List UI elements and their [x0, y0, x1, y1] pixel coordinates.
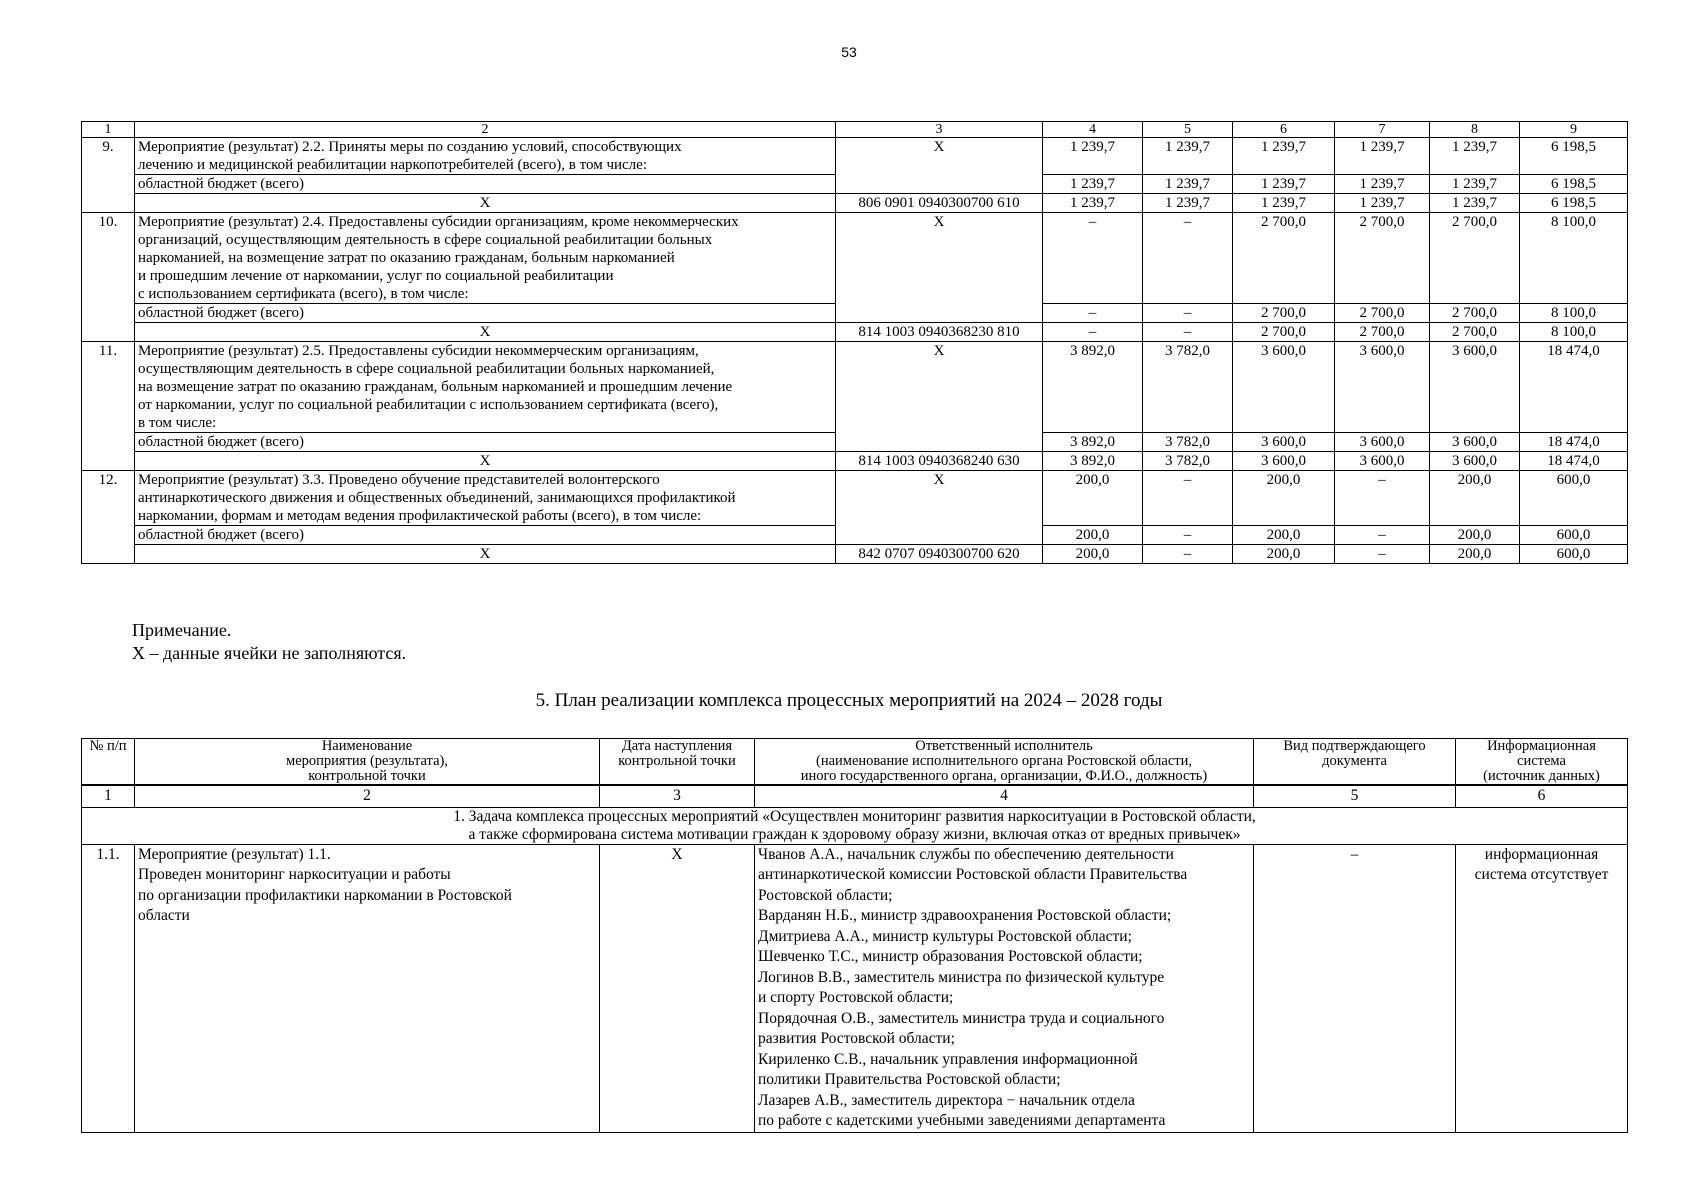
- budget-value: 200,0: [1233, 526, 1335, 545]
- plan-number-cell: 6: [1456, 785, 1628, 807]
- event-value: 8 100,0: [1520, 213, 1628, 304]
- event-line: и прошедшим лечение от наркомании, услуг по социальной реабилитации: [138, 268, 614, 284]
- budget-code-value: 18 474,0: [1520, 452, 1628, 471]
- budget-code-value: 3 600,0: [1430, 452, 1520, 471]
- budget-classification-code: 814 1003 0940368240 630: [836, 452, 1043, 471]
- budget-code-value: 1 239,7: [1043, 194, 1143, 213]
- event-value: 200,0: [1233, 471, 1335, 526]
- budget-code-row: [82, 323, 1628, 342]
- budget-code-value: 6 198,5: [1520, 194, 1628, 213]
- budget-value: 1 239,7: [1143, 175, 1233, 194]
- budget-value: 200,0: [1430, 526, 1520, 545]
- budget-header-row: [82, 122, 1628, 138]
- plan-header-cell: Дата наступления контрольной точки: [600, 739, 755, 786]
- budget-code-value: –: [1143, 545, 1233, 564]
- event-line: Мероприятие (результат) 3.3. Проведено обучение представителей волонтерского: [138, 472, 660, 488]
- event-description: [135, 342, 836, 433]
- event-value: 2 700,0: [1430, 213, 1520, 304]
- budget-code-label: X: [135, 545, 836, 564]
- event-value: 3 600,0: [1430, 342, 1520, 433]
- event-code: X: [836, 471, 1043, 545]
- plan-number-row: [82, 785, 1628, 807]
- budget-value: 1 239,7: [1430, 175, 1520, 194]
- budget-code-row: [82, 194, 1628, 213]
- event-value: 1 239,7: [1335, 138, 1430, 175]
- event-value: –: [1143, 213, 1233, 304]
- budget-code-value: 200,0: [1233, 545, 1335, 564]
- event-value: 200,0: [1043, 471, 1143, 526]
- budget-classification-code: 806 0901 0940300700 610: [836, 194, 1043, 213]
- plan-number-cell: 3: [600, 785, 755, 807]
- budget-header-cell: 5: [1143, 122, 1233, 138]
- plan-number-cell: 5: [1254, 785, 1456, 807]
- event-code: X: [836, 213, 1043, 323]
- note-text: X – данные ячейки не заполняются.: [132, 643, 407, 663]
- event-value: 18 474,0: [1520, 342, 1628, 433]
- row-number: 12.: [82, 471, 135, 564]
- budget-value: 3 892,0: [1043, 433, 1143, 452]
- budget-code-label: X: [135, 194, 836, 213]
- budget-value: 6 198,5: [1520, 175, 1628, 194]
- budget-event-row: [82, 471, 1628, 526]
- budget-code-value: 200,0: [1043, 545, 1143, 564]
- budget-header-cell: 4: [1043, 122, 1143, 138]
- row-number: 9.: [82, 138, 135, 213]
- event-value: 3 600,0: [1335, 342, 1430, 433]
- event-description: [135, 138, 836, 175]
- event-value: 1 239,7: [1143, 138, 1233, 175]
- event-value: 3 600,0: [1233, 342, 1335, 433]
- note-title: Примечание.: [132, 620, 232, 640]
- event-line: на возмещение затрат по оказанию гражданам, больным наркоманией и прошедшим лечение: [138, 379, 733, 395]
- budget-code-row: [82, 545, 1628, 564]
- budget-value: 600,0: [1520, 526, 1628, 545]
- plan-event-name: Мероприятие (результат) 1.1. Проведен мониторинг наркоситуации и работы по организации профилактики наркомании в Ростовской области: [135, 844, 600, 1132]
- plan-event-system: информационная система отсутствует: [1456, 844, 1628, 1132]
- budget-value: 3 600,0: [1335, 433, 1430, 452]
- plan-header-cell: № п/п: [82, 739, 135, 786]
- plan-event-date: X: [600, 844, 755, 1132]
- event-line: антинаркотического движения и общественных объединений, занимающихся профилактикой: [138, 490, 736, 506]
- budget-value: 2 700,0: [1335, 304, 1430, 323]
- budget-label: областной бюджет (всего): [135, 526, 836, 545]
- plan-header-cell: Наименование мероприятия (результата), контрольной точки: [135, 739, 600, 786]
- event-line: Мероприятие (результат) 2.5. Предоставлены субсидии некоммерческим организациям,: [138, 343, 699, 359]
- plan-header-row: [82, 739, 1628, 786]
- budget-label: областной бюджет (всего): [135, 433, 836, 452]
- budget-code-value: 3 600,0: [1335, 452, 1430, 471]
- budget-code-value: 200,0: [1430, 545, 1520, 564]
- budget-code-value: 600,0: [1520, 545, 1628, 564]
- budget-value: 3 600,0: [1233, 433, 1335, 452]
- budget-code-row: [82, 452, 1628, 471]
- budget-event-row: [82, 138, 1628, 175]
- event-value: 2 700,0: [1335, 213, 1430, 304]
- event-code: X: [836, 138, 1043, 194]
- budget-code-value: 2 700,0: [1430, 323, 1520, 342]
- budget-header-cell: 3: [836, 122, 1043, 138]
- event-line: в том числе:: [138, 415, 217, 431]
- budget-code-value: 3 782,0: [1143, 452, 1233, 471]
- plan-event-document: –: [1254, 844, 1456, 1132]
- event-line: осуществляющим деятельность в сфере социальной реабилитации больных наркоманией,: [138, 361, 715, 377]
- row-number: 11.: [82, 342, 135, 471]
- budget-code-value: 8 100,0: [1520, 323, 1628, 342]
- budget-code-label: X: [135, 452, 836, 471]
- plan-event-number: 1.1.: [82, 844, 135, 1132]
- event-code: X: [836, 342, 1043, 452]
- event-value: 1 239,7: [1043, 138, 1143, 175]
- budget-event-row: [82, 342, 1628, 433]
- event-description: [135, 213, 836, 304]
- budget-header-cell: 2: [135, 122, 836, 138]
- event-value: –: [1043, 213, 1143, 304]
- plan-task-row: [82, 807, 1628, 844]
- budget-code-value: –: [1043, 323, 1143, 342]
- budget-label: областной бюджет (всего): [135, 304, 836, 323]
- event-value: 1 239,7: [1430, 138, 1520, 175]
- budget-value: 1 239,7: [1335, 175, 1430, 194]
- budget-value: 2 700,0: [1430, 304, 1520, 323]
- budget-value: 200,0: [1043, 526, 1143, 545]
- row-number: 10.: [82, 213, 135, 342]
- event-line: наркомании, формам и методам ведения профилактической работы (всего), в том числе:: [138, 508, 702, 524]
- budget-event-row: [82, 213, 1628, 304]
- task-title: 1. Задача комплекса процессных мероприятий «Осуществлен мониторинг развития наркоситуации в Ростовской области, а также сформирована система мотивации граждан к здоровому образу жизни, включая отказ от вредных привычек»: [82, 807, 1628, 844]
- event-line: Мероприятие (результат) 2.2. Приняты меры по созданию условий, способствующих: [138, 139, 682, 155]
- budget-value: 8 100,0: [1520, 304, 1628, 323]
- event-line: Мероприятие (результат) 2.4. Предоставлены субсидии организациям, кроме некоммерческих: [138, 214, 739, 230]
- budget-header-cell: 6: [1233, 122, 1335, 138]
- budget-code-value: 2 700,0: [1233, 323, 1335, 342]
- budget-code-value: 1 239,7: [1430, 194, 1520, 213]
- budget-code-value: 1 239,7: [1335, 194, 1430, 213]
- event-value: 2 700,0: [1233, 213, 1335, 304]
- budget-header-cell: 9: [1520, 122, 1628, 138]
- plan-header-cell: Ответственный исполнитель (наименование исполнительного органа Ростовской области, иного государственного органа, организации, Ф.И.О., должность): [755, 739, 1254, 786]
- plan-number-cell: 1: [82, 785, 135, 807]
- event-value: 3 782,0: [1143, 342, 1233, 433]
- plan-header-cell: Вид подтверждающего документа: [1254, 739, 1456, 786]
- budget-code-value: –: [1143, 323, 1233, 342]
- budget-value: –: [1043, 304, 1143, 323]
- budget-value: –: [1143, 304, 1233, 323]
- event-value: –: [1335, 471, 1430, 526]
- section-title: 5. План реализации комплекса процессных мероприятий на 2024 – 2028 годы: [535, 690, 1163, 711]
- plan-event-executors: Чванов А.А., начальник службы по обеспечению деятельности антинаркотической комиссии Ростовской области Правительства Ростовской области; Варданян Н.Б., министр здравоохранения Ростовской области; Дмитриева А.А., министр культуры Ростовской области; Шевченко Т.С., министр образования Ростовской области; Логинов В.В., заместитель министра по физической культуре и спорту Ростовской области; Порядочная О.В., заместитель министра труда и социального развития Ростовской области; Кириленко С.В., начальник управления информационной политики Правительства Ростовской области; Лазарев А.В., заместитель директора − начальник отдела по работе с кадетскими учебными заведениями департамента: [755, 844, 1254, 1132]
- budget-code-value: 1 239,7: [1143, 194, 1233, 213]
- budget-classification-code: 842 0707 0940300700 620: [836, 545, 1043, 564]
- event-value: –: [1143, 471, 1233, 526]
- budget-value: 2 700,0: [1233, 304, 1335, 323]
- event-line: организаций, осуществляющим деятельность в сфере социальной реабилитации больных: [138, 232, 713, 248]
- event-value: 6 198,5: [1520, 138, 1628, 175]
- budget-header-cell: 7: [1335, 122, 1430, 138]
- budget-label: областной бюджет (всего): [135, 175, 836, 194]
- plan-table: [81, 738, 1628, 1133]
- event-line: с использованием сертификата (всего), в том числе:: [138, 286, 469, 302]
- budget-code-value: 2 700,0: [1335, 323, 1430, 342]
- event-value: 200,0: [1430, 471, 1520, 526]
- event-description: [135, 471, 836, 526]
- event-line: от наркомании, услуг по социальной реабилитации с использованием сертификата (всего),: [138, 397, 719, 413]
- budget-code-value: 3 600,0: [1233, 452, 1335, 471]
- budget-table: [81, 121, 1628, 564]
- event-line: лечению и медицинской реабилитации наркопотребителей (всего), в том числе:: [138, 157, 647, 173]
- plan-number-cell: 2: [135, 785, 600, 807]
- plan-event-row: [82, 844, 1628, 1132]
- budget-value: –: [1335, 526, 1430, 545]
- budget-code-value: –: [1335, 545, 1430, 564]
- budget-code-value: 1 239,7: [1233, 194, 1335, 213]
- plan-number-cell: 4: [755, 785, 1254, 807]
- plan-header-cell: Информационная система (источник данных): [1456, 739, 1628, 786]
- budget-value: 3 782,0: [1143, 433, 1233, 452]
- budget-value: 1 239,7: [1233, 175, 1335, 194]
- budget-value: –: [1143, 526, 1233, 545]
- budget-code-label: X: [135, 323, 836, 342]
- budget-code-value: 3 892,0: [1043, 452, 1143, 471]
- page-number: 53: [841, 44, 857, 60]
- event-line: наркоманией, на возмещение затрат по оказанию гражданам, больным наркоманией: [138, 250, 675, 266]
- budget-header-cell: 8: [1430, 122, 1520, 138]
- event-value: 3 892,0: [1043, 342, 1143, 433]
- budget-value: 3 600,0: [1430, 433, 1520, 452]
- event-value: 1 239,7: [1233, 138, 1335, 175]
- budget-classification-code: 814 1003 0940368230 810: [836, 323, 1043, 342]
- budget-header-cell: 1: [82, 122, 135, 138]
- event-value: 600,0: [1520, 471, 1628, 526]
- budget-value: 1 239,7: [1043, 175, 1143, 194]
- budget-value: 18 474,0: [1520, 433, 1628, 452]
